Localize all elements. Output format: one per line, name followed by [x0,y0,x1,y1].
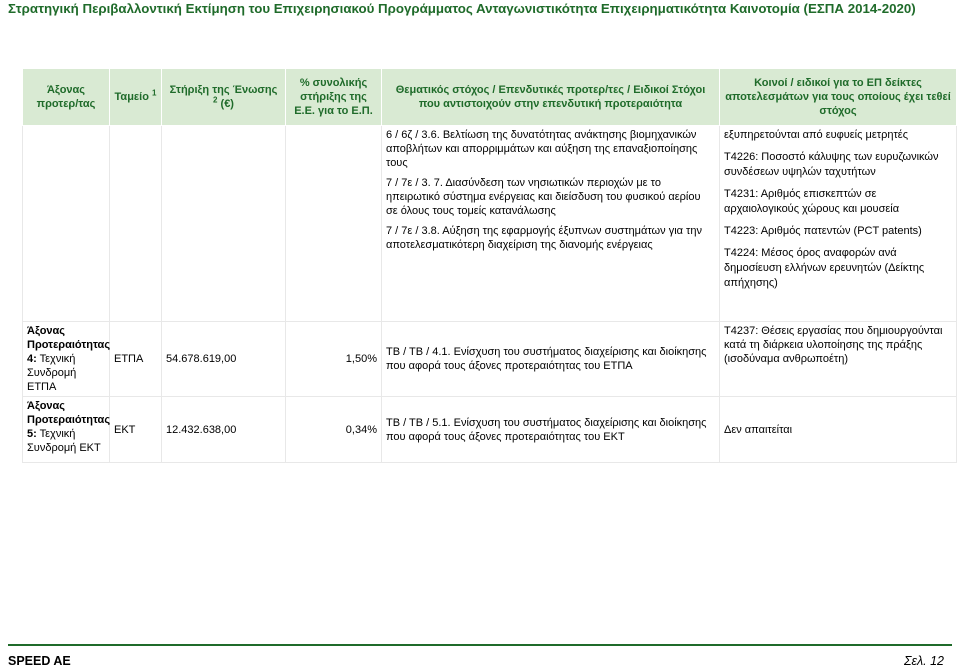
indicator-item: Τ4231: Αριθμός επισκεπτών σε αρχαιολογικούς χώρους και μουσεία [724,188,900,215]
support-cell: 54.678.619,00 [162,322,286,397]
axis-title: Άξονας Προτεραιότητας [27,400,111,426]
col-header-axis: Άξονας προτερ/τας [23,69,110,126]
axis-cell [23,322,110,397]
table-header-row [23,69,957,126]
axis-number: 5: [27,428,37,440]
indicator-cell: Τ4237: Θέσεις εργασίας που δημιουργούνται κατά τη διάρκεια υλοποίησης της πράξης (ισοδύναμα ανθρωποέτη) [720,322,957,397]
pct-cell: 0,34% [286,397,382,463]
indicators-cell [720,126,957,322]
page-number: Σελ. 12 [904,654,944,668]
objective-cell: ΤΒ / ΤΒ / 5.1. Ενίσχυση του συστήματος διαχείρισης και διοίκησης που αφορά τους άξονες προτεραιότητας του ΕΚΤ [382,397,720,463]
fund-cell-empty [110,126,162,322]
col-header-objectives: Θεματικός στόχος / Επενδυτικές προτερ/τες / Ειδικοί Στόχοι που αντιστοιχούν στην επενδυτική προτεραιότητα [382,69,720,126]
indicator-item: Τ4226: Ποσοστό κάλυψης των ευρυζωνικών συνδέσεων υψηλών ταχυτήτων [724,151,939,178]
programme-table [22,68,957,463]
col-header-support: Στήριξη της Ένωσης $^2$ (€) [162,69,286,126]
axis-number: 4: [27,353,37,365]
col-header-indicators: Κοινοί / ειδικοί για το ΕΠ δείκτες αποτελεσμάτων για τους οποίους έχει τεθεί στόχος [720,69,957,126]
indicator-item: Τ4224: Μέσος όρος αναφορών ανά δημοσίευση ελλήνων ερευνητών (Δείκτης απήχησης) [724,247,925,289]
indicator-cell: Δεν απαιτείται [720,397,957,463]
objective-item: 6 / 6ζ / 3.6. Βελτίωση της δυνατότητας ανάκτησης βιομηχανικών αποβλήτων και απορριμμάτων και αύξηση της επαναξιοποίησης τους [386,129,698,169]
objective-item: 7 / 7ε / 3.8. Αύξηση της εφαρμογής έξυπνων συστημάτων για την αποτελεσματικότερη διαχείριση της διανομής ενέργειας [386,225,703,251]
objective-cell: ΤΒ / ΤΒ / 4.1. Ενίσχυση του συστήματος διαχείρισης και διοίκησης που αφορά τους άξονες προτεραιότητας του ΕΤΠΑ [382,322,720,397]
pct-cell-empty [286,126,382,322]
indicator-item: εξυπηρετούνται από ευφυείς μετρητές [724,129,908,141]
axis-cell [23,397,110,463]
fund-cell: ΕΚΤ [110,397,162,463]
document-title: Στρατηγική Περιβαλλοντική Εκτίμηση του Επιχειρησιακού Προγράμματος Ανταγωνιστικότητα Επιχειρηματικότητα Καινοτομία (ΕΣΠΑ 2014-2020) [8,1,916,16]
footer-company: SPEED AE [8,654,71,668]
axis-title: Άξονας Προτεραιότητας [27,325,111,351]
page-footer [8,644,952,668]
support-cell: 12.432.638,00 [162,397,286,463]
objectives-cell [382,126,720,322]
col-header-fund: Ταμείο $^1$ [110,69,162,126]
objective-item: 7 / 7ε / 3. 7. Διασύνδεση των νησιωτικών περιοχών με το ηπειρωτικό σύστημα ενέργειας και διείσδυση του φυσικού αερίου σε όλους τους τομείς κατανάλωσης [386,177,701,217]
fund-cell: ΕΤΠΑ [110,322,162,397]
axis-name: Τεχνική Συνδρομή ΕΚΤ [27,428,101,454]
indicator-item: Τ4223: Αριθμός πατεντών (PCT patents) [724,225,922,237]
support-cell-empty [162,126,286,322]
pct-cell: 1,50% [286,322,382,397]
table-row [23,126,957,322]
col-header-percentage: % συνολικής στήριξης της Ε.Ε. για το Ε.Π. [286,69,382,126]
axis-cell-empty [23,126,110,322]
table-row [23,397,957,463]
axis-name: Τεχνική Συνδρομή ΕΤΠΑ [27,353,77,393]
table-row [23,322,957,397]
